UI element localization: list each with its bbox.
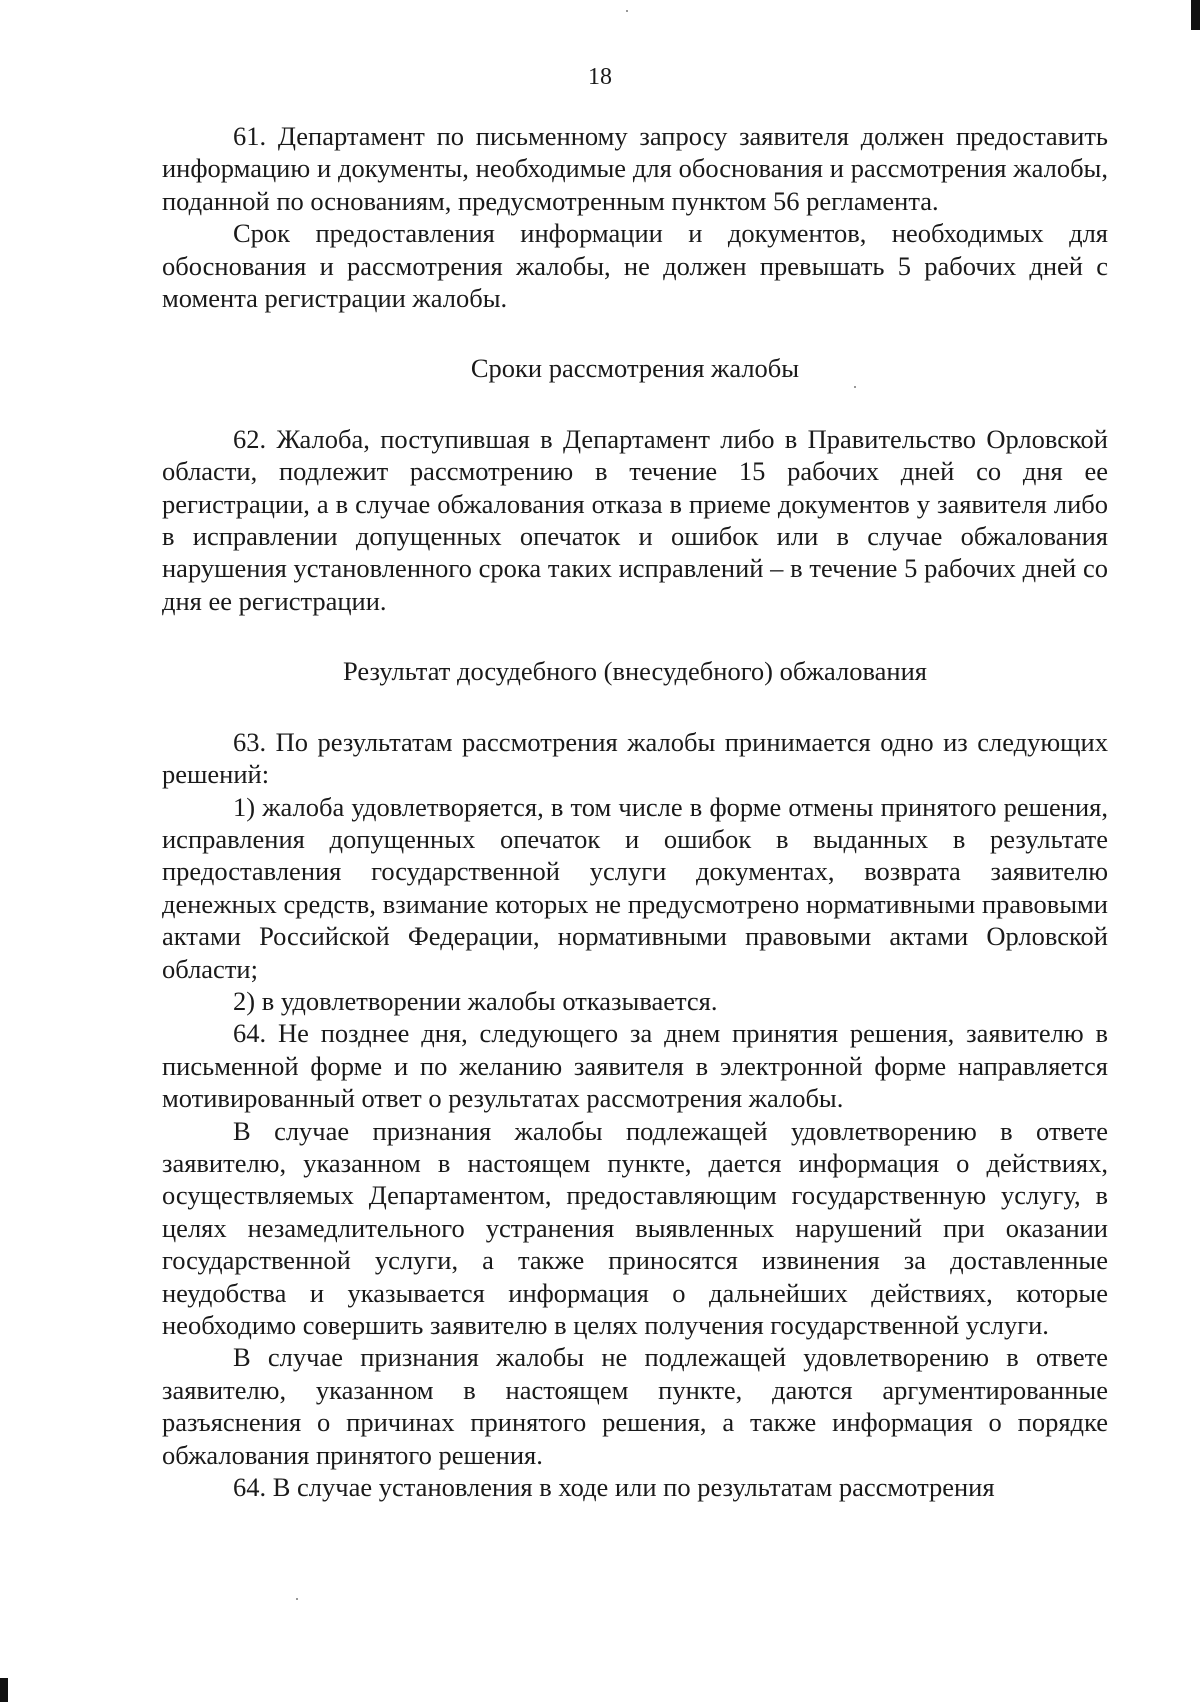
paragraph-64-satisfied: В случае признания жалобы подлежащей удовлетворению в ответе заявителю, указанном в настоящем пункте, дается информация о действиях, осуществляемых Департаментом, предоставляющим государственную услугу, в целях незамедлительного устранения выявленных нарушений при оказании государственной услуги, а также приносятся извинения за доставленные неудобства и указывается информация о дальнейших действиях, которые необходимо совершить заявителю в целях получения государственной услуги. [162,1115,1108,1340]
paragraph-64-rejected: В случае признания жалобы не подлежащей удовлетворению в ответе заявителю, указанном в настоящем пункте, даются аргументированные разъяснения о причинах принятого решения, а также информация о порядке обжалования принятого решения. [162,1342,1108,1470]
paragraph-62: 62. Жалоба, поступившая в Департамент либо в Правительство Орловской области, подлежит рассмотрению в течение 15 рабочих дней со дня ее регистрации, а в случае обжалования отказа в приеме документов у заявителя либо в исправлении допущенных опечаток и ошибок или в случае обжалования нарушения установленного срока таких исправлений – в течение 5 рабочих дней со дня ее регистрации. [162,423,1108,616]
paragraph-61: 61. Департамент по письменному запросу заявителя должен предоставить информацию и документы, необходимые для обоснования и рассмотрения жалобы, поданной по основаниям, предусмотренным пунктом 56 регламента. [162,121,1108,216]
document-body [162,120,1108,1503]
paragraph-64: 64. Не позднее дня, следующего за днем принятия решения, заявителю в письменной форме и по желанию заявителя в электронной форме направляется мотивированный ответ о результатах рассмотрения жалобы. [162,1018,1108,1114]
page-number: 18 [588,64,612,90]
paragraph-63-item-2: 2) в удовлетворении жалобы отказывается. [233,985,718,1016]
paragraph-63: 63. По результатам рассмотрения жалобы принимается одно из следующих решений: [162,726,1108,790]
paragraph-61-term: Срок предоставления информации и документов, необходимых для обоснования и рассмотрения жалобы, не должен превышать 5 рабочих дней с момента регистрации жалобы. [162,218,1108,314]
paragraph-64-second: 64. В случае установления в ходе или по результатам рассмотрения [233,1472,995,1503]
scan-speck [626,10,628,12]
paragraph-63-item-1: 1) жалоба удовлетворяется, в том числе в форме отмены принятого решения, исправления допущенных опечаток и ошибок в выданных в результате предоставления государственной услуги документах, возврата заявителю денежных средств, взимание которых не предусмотрено нормативными правовыми актами Российской Федерации, нормативными правовыми актами Орловской области; [162,791,1108,984]
section-heading-appeal-result: Результат досудебного (внесудебного) обжалования [343,656,927,687]
scan-edge-mark-top-right [1191,0,1200,30]
section-heading-review-terms: Сроки рассмотрения жалобы [470,353,800,384]
scan-edge-mark-bottom-left [0,1678,8,1702]
scan-speck [296,1598,298,1600]
